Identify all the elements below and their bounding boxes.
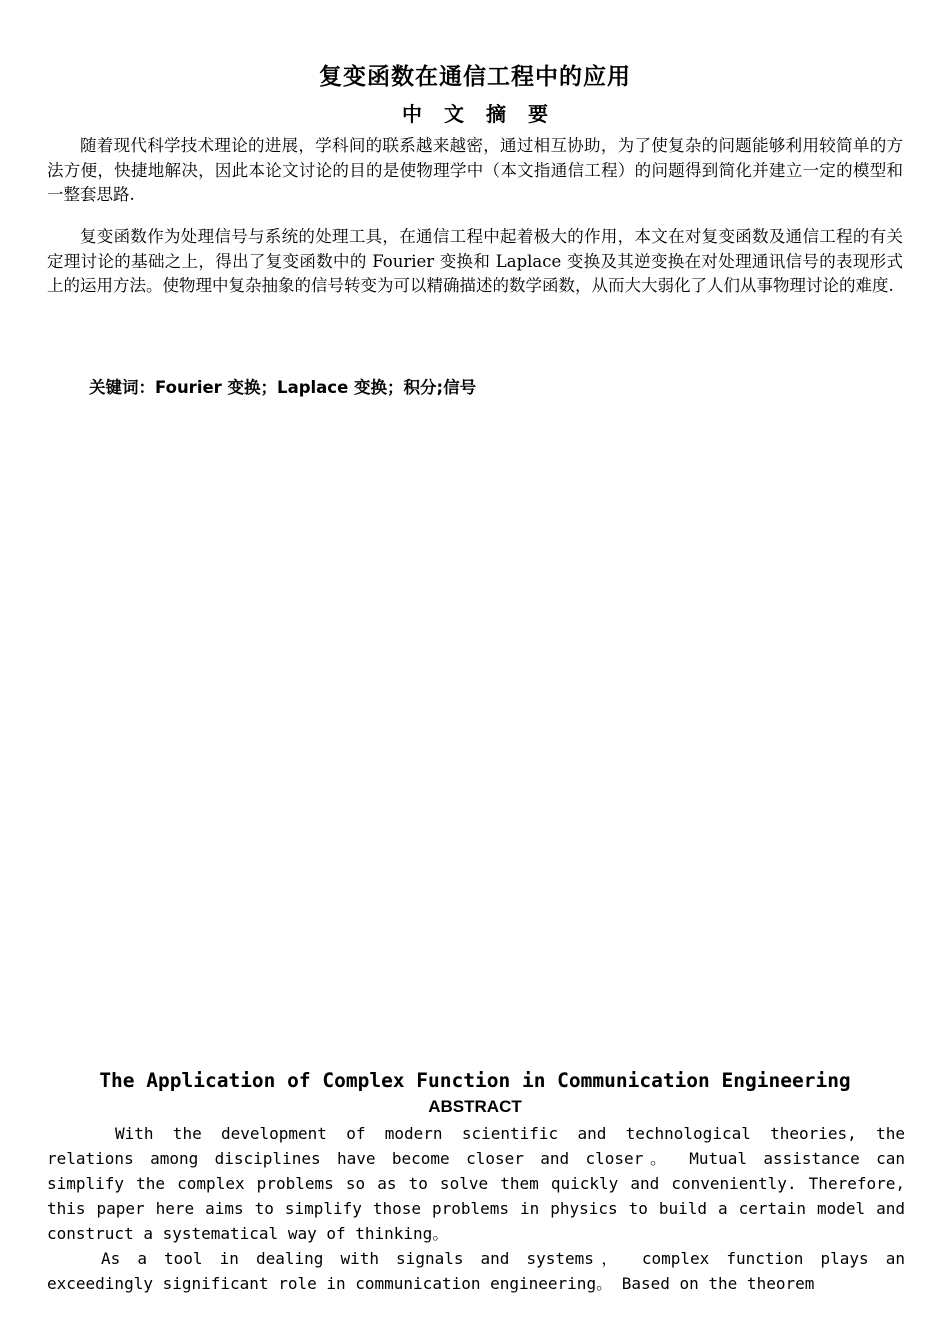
- english-abstract-paragraph-2: As a tool in dealing with signals and systems， complex function plays an exceedingly significant role in communication engineering。 Based on the theorem: [47, 1249, 905, 1293]
- english-title: The Application of Complex Function in Communication Engineering: [99, 1069, 851, 1092]
- chinese-abstract-paragraph-2: 复变函数作为处理信号与系统的处理工具，在通信工程中起着极大的作用，本文在对复变函数及通信工程的有关定理讨论的基础之上，得出了复变函数中的 Fourier 变换和 Laplace 变换及其逆变换在对处理通讯信号的表现形式上的运用方法。使物理中复杂抽象的信号转变为可以精确描述的数学函数，从而大大弱化了人们从事物理讨论的难度.: [47, 227, 903, 295]
- english-abstract-heading: ABSTRACT: [428, 1097, 522, 1116]
- chinese-abstract-heading: 中文摘要: [402, 102, 570, 126]
- chinese-title: 复变函数在通信工程中的应用: [319, 63, 631, 90]
- english-abstract-paragraph-1: With the development of modern scientific and technological theories, the relations among disciplines have become closer and closer。 Mutual assistance can simplify the complex problems so as to solve them quickly and conveniently. Therefore, this paper here aims to simplify those problems in physics to build a certain model and construct a systematical way of thinking。: [47, 1124, 905, 1243]
- chinese-keywords: 关键词：Fourier 变换；Laplace 变换；积分;信号: [89, 378, 477, 397]
- chinese-abstract-paragraph-1: 随着现代科学技术理论的进展，学科间的联系越来越密，通过相互协助，为了使复杂的问题能够利用较简单的方法方便，快捷地解决，因此本论文讨论的目的是使物理学中（本文指通信工程）的问题得到简化并建立一定的模型和一整套思路.: [47, 136, 903, 204]
